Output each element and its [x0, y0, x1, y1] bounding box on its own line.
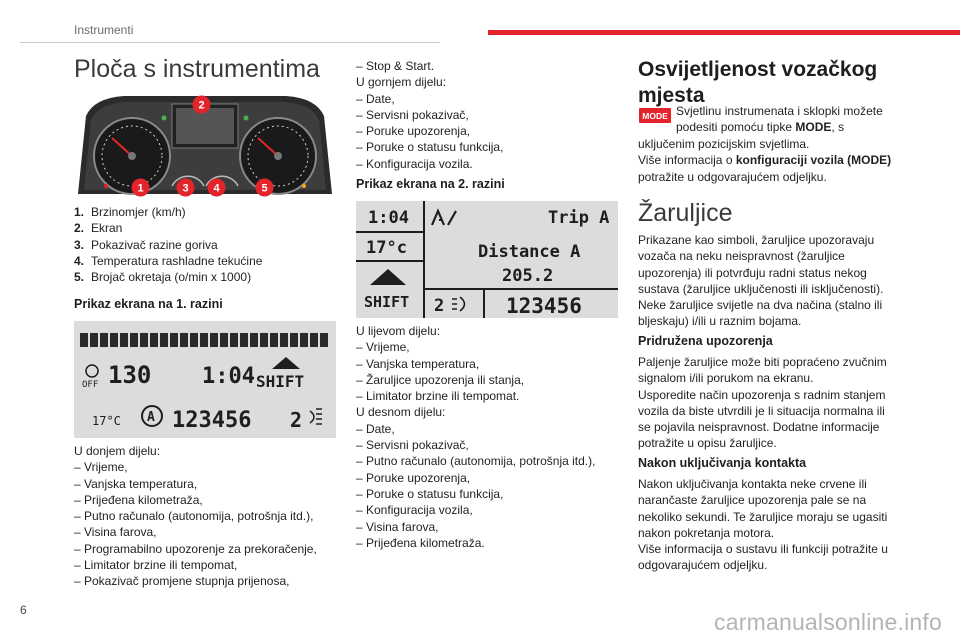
- lcd-segment: [170, 333, 178, 347]
- list-item: U donjem dijelu:: [74, 444, 161, 458]
- list-item: – Visina farova,: [74, 525, 157, 540]
- cruise-icon: [86, 365, 98, 377]
- list-item: – Vanjska temperatura,: [356, 356, 480, 371]
- text-line: bljeskaju) i/ili u raznim bojama.: [638, 314, 802, 329]
- lcd-segment: [310, 333, 318, 347]
- list-item: – Vrijeme,: [74, 460, 128, 475]
- lcd1-temp: 17°C: [92, 414, 121, 428]
- callout-label: 4: [213, 182, 220, 195]
- text-line: vozača na neku neispravnost (žaruljice: [638, 249, 845, 264]
- list-item: – Putno računalo (autonomija, potrošnja itd.),: [356, 454, 596, 469]
- associated-warnings-paragraph: [638, 354, 887, 452]
- lcd-segment: [140, 333, 148, 347]
- legend-item: 2. Ekran: [74, 221, 123, 236]
- lcd-segment: [150, 333, 158, 347]
- associated-warnings-heading: Pridružena upozorenja: [638, 334, 773, 348]
- callout-4: [207, 178, 226, 202]
- lcd-segment: [300, 333, 308, 347]
- lcd2-time: 1:04: [368, 208, 409, 228]
- list-item: – Poruke o statusu funkcija,: [356, 140, 504, 155]
- lcd-segment: [110, 333, 118, 347]
- callout-5: [255, 178, 274, 202]
- lcd2-gear: 2: [434, 296, 445, 316]
- callout-label: 3: [182, 182, 189, 195]
- text-line: uključenim pozicijskim svjetlima.: [638, 137, 810, 151]
- watermark: carmanualsonline.info: [714, 609, 942, 635]
- warning-lamps-paragraph: [638, 232, 883, 330]
- lcd-segment: [90, 333, 98, 347]
- lcd2-temp: 17°c: [366, 238, 407, 258]
- list-item: U lijevom dijelu:: [356, 324, 441, 338]
- svg-text:A: A: [147, 410, 155, 425]
- lcd-segment: [200, 333, 208, 347]
- list-item: – Pokazivač promjene stupnja prijenosa,: [74, 574, 290, 589]
- text-line: Usporedite način upozorenja s radnim stanjem: [638, 387, 886, 402]
- lcd-segment: [220, 333, 228, 347]
- headlamp-icon: [452, 297, 465, 311]
- list-item: – Konfiguracija vozila.: [356, 156, 473, 171]
- callout-label: 1: [137, 182, 144, 195]
- list-item: – Žaruljice upozorenja ili stanja,: [356, 372, 525, 387]
- lcd-segment: [120, 333, 128, 347]
- lighting-title: Osvijetljenost vozačkog mjesta: [638, 58, 878, 108]
- list-item: – Servisni pokazivač,: [356, 107, 469, 122]
- level1-heading: Prikaz ekrana na 1. razini: [74, 297, 223, 311]
- lcd2-distance-value: 205.2: [502, 266, 554, 286]
- text-line: Neke žaruljice svijetle na dva načina (stalno ili: [638, 298, 883, 313]
- text-line: Više informacija o sustavu ili funkciji potražite u: [638, 542, 888, 557]
- page-title: Ploča s instrumentima: [74, 55, 320, 83]
- legend-item: 4. Temperatura rashladne tekućine: [74, 253, 263, 268]
- cluster-legend: [74, 204, 262, 285]
- list-item: U desnom dijelu:: [356, 405, 446, 420]
- header-divider: [20, 42, 440, 43]
- lcd-level2-display: [356, 201, 618, 318]
- mode-button-icon: MODE: [639, 108, 671, 123]
- callout-label: 2: [198, 99, 205, 112]
- text-line: sustava (žaruljice uključenosti ili isključenosti).: [638, 281, 884, 296]
- lcd1-shift: SHIFT: [256, 372, 305, 391]
- legend-item: 3. Pokazivač razine goriva: [74, 237, 218, 252]
- text-line: narančaste žaruljice upozorenja pale se na: [638, 493, 867, 508]
- lcd1-speed: 130: [108, 361, 152, 389]
- list-item: – Date,: [356, 421, 395, 436]
- text-line: odgovarajućem odjeljku.: [638, 558, 768, 573]
- callout-label: 5: [261, 182, 268, 195]
- list-item: – Prijeđena kilometraža.: [356, 535, 485, 550]
- lcd-segment: [210, 333, 218, 347]
- text-line: nekoliko sekundi. Te žaruljice moraju se ugasiti: [638, 509, 888, 524]
- lcd2-trip: Trip A: [548, 208, 610, 228]
- page-number: 6: [20, 603, 27, 617]
- text-line: nakon pokretanja motora.: [638, 525, 775, 540]
- lcd-level1-display: [74, 321, 336, 438]
- lcd2-distance-label: Distance A: [478, 242, 581, 262]
- list-item: – Servisni pokazivač,: [356, 438, 469, 453]
- lcd-segment: [240, 333, 248, 347]
- lcd1-gear: 2: [290, 408, 303, 432]
- list-item: – Visina farova,: [356, 519, 439, 534]
- list-item: – Stop & Start.: [356, 59, 435, 73]
- cruise-off-label: OFF: [82, 380, 99, 390]
- text-line: potražite u odgovarajućem odjeljku.: [638, 169, 827, 184]
- list-item: – Limitator brzine ili tempomat,: [74, 558, 238, 573]
- section-header: Instrumenti: [74, 23, 134, 37]
- text-line: vozila da biste utvrdili je li situacija normalna ili: [638, 403, 885, 418]
- text-line: Svjetlinu instrumenata i sklopki možete: [676, 104, 883, 118]
- lcd-segment: [80, 333, 88, 347]
- lcd-segment: [130, 333, 138, 347]
- list-item: – Putno računalo (autonomija, potrošnja itd.),: [74, 509, 314, 524]
- lcd-segment: [160, 333, 168, 347]
- text-line: signalom i/ili porukom na ekranu.: [638, 371, 814, 386]
- lcd-segment: [250, 333, 258, 347]
- service-warning-icon: [432, 211, 456, 225]
- callout-3: [176, 178, 195, 202]
- list-item: – Poruke o statusu funkcija,: [356, 486, 504, 501]
- list-item: – Date,: [356, 91, 395, 106]
- list-item: – Prijeđena kilometraža,: [74, 492, 203, 507]
- after-ignition-paragraph: [638, 476, 888, 574]
- lcd2-odometer: 123456: [506, 294, 582, 318]
- lcd-segment: [100, 333, 108, 347]
- lcd2-shift: SHIFT: [364, 293, 410, 311]
- text-line: podesiti pomoću tipke MODE, s: [676, 120, 845, 135]
- lcd-segment: [280, 333, 288, 347]
- list-item: – Konfiguracija vozila,: [356, 503, 473, 518]
- level2-heading: Prikaz ekrana na 2. razini: [356, 177, 505, 191]
- header-accent-bar: [488, 30, 960, 35]
- mode-paragraph-indent: [676, 103, 883, 136]
- text-line: Više informacija o konfiguraciji vozila (MODE): [638, 153, 892, 168]
- text-line: Nakon uključivanja kontakta neke crvene ili: [638, 477, 867, 491]
- lcd-segment: [290, 333, 298, 347]
- list-item: – Limitator brzine ili tempomat.: [356, 389, 520, 404]
- shift-up-arrow-icon: [272, 357, 300, 369]
- list-item: U gornjem dijelu:: [356, 75, 447, 90]
- lcd-segment: [190, 333, 198, 347]
- text-line: Paljenje žaruljice može biti popraćeno zvučnim: [638, 355, 887, 369]
- list-item: – Vrijeme,: [356, 340, 410, 355]
- legend-item: 1. Brzinomjer (km/h): [74, 205, 186, 219]
- list-item: – Programabilno upozorenje za prekoračenje,: [74, 541, 317, 556]
- display-parts-list: [356, 323, 595, 551]
- mode-paragraph: [638, 136, 891, 185]
- lower-part-list: [74, 443, 317, 590]
- headlamp-icon: [310, 409, 322, 424]
- lcd1-time: 1:04: [202, 364, 255, 389]
- text-line: potražite u opisu žaruljice.: [638, 436, 777, 451]
- legend-item: 5. Brojač okretaja (o/min x 1000): [74, 270, 252, 285]
- list-item: – Poruke upozorenja,: [356, 470, 471, 485]
- list-item: – Vanjska temperatura,: [74, 476, 198, 491]
- shift-up-arrow-icon: [370, 269, 406, 285]
- text-line: Prikazane kao simboli, žaruljice upozoravaju: [638, 233, 875, 247]
- text-line: upozorenja) ili potvrđuju radni status nekog: [638, 265, 867, 280]
- callout-2: [192, 95, 211, 119]
- list-item: – Poruke upozorenja,: [356, 124, 471, 139]
- lcd-segment: [270, 333, 278, 347]
- lcd-segment: [260, 333, 268, 347]
- lcd-segment: [180, 333, 188, 347]
- warning-lamps-title: Žaruljice: [638, 199, 733, 227]
- lcd1-odometer: 123456: [172, 408, 252, 433]
- lcd-segment: [230, 333, 238, 347]
- top-part-list: [356, 58, 503, 172]
- after-ignition-heading: Nakon uključivanja kontakta: [638, 456, 807, 470]
- callout-1: [131, 178, 150, 202]
- lcd-segment: [320, 333, 328, 347]
- text-line: se pojavila neispravnost. Dodatne informacije: [638, 420, 880, 435]
